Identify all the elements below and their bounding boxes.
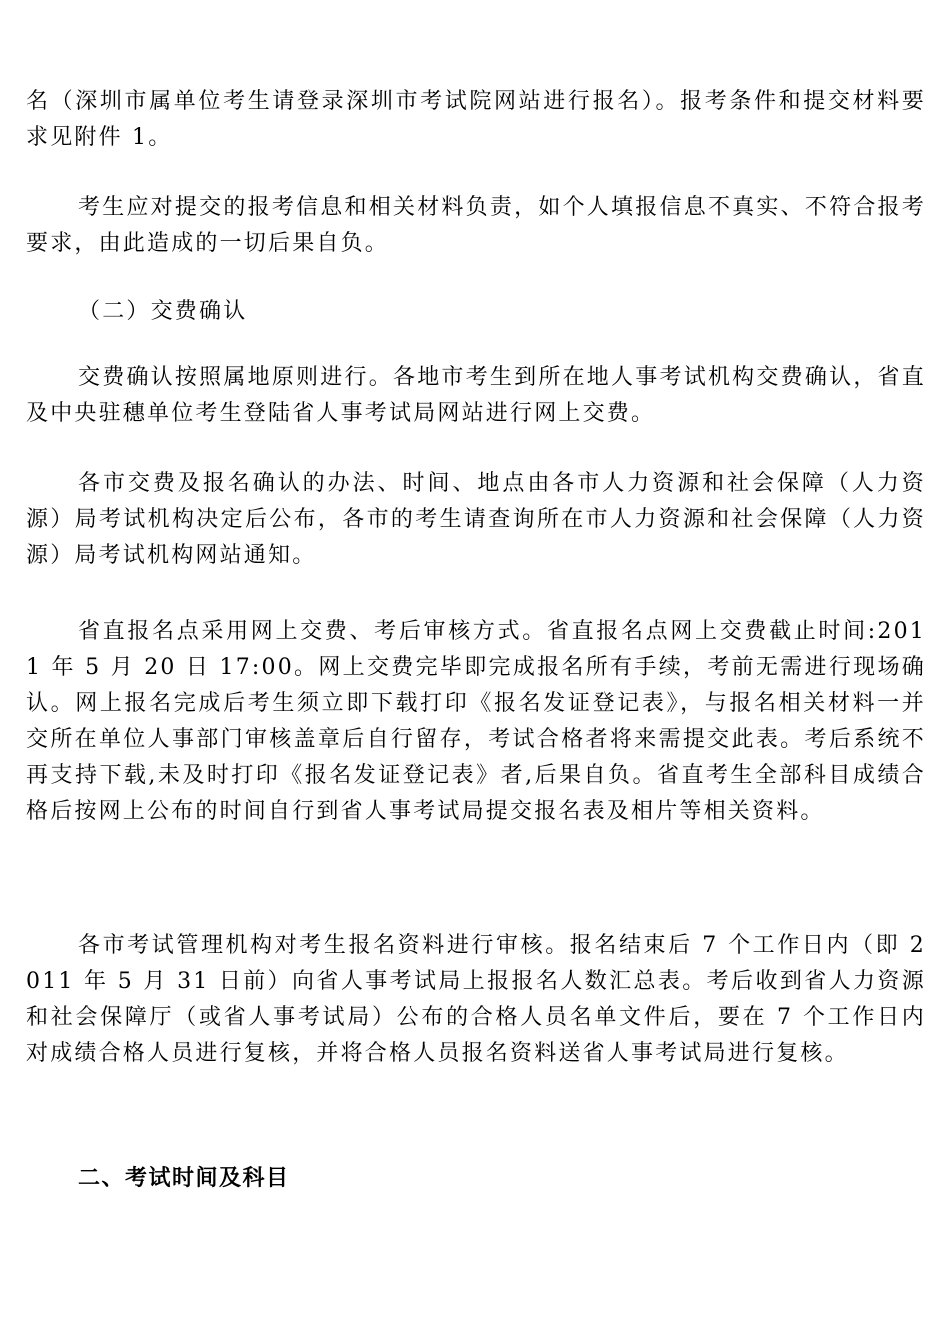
paragraph-fee-principle: 交费确认按照属地原则进行。各地市考生到所在地人事考试机构交费确认，省直及中央驻穗单位考生登陆省人事考试局网站进行网上交费。	[26, 365, 926, 426]
section-heading-exam-time-subjects: 二、考试时间及科目	[78, 1166, 290, 1191]
paragraph-registration-continued: 名（深圳市属单位考生请登录深圳市考试院网站进行报名）。报考条件和提交材料要求见附件 1。	[26, 89, 926, 150]
subheading-fee-confirmation: （二）交费确认	[78, 299, 248, 324]
paragraph-applicant-responsibility: 考生应对提交的报考信息和相关材料负责，如个人填报信息不真实、不符合报考要求，由此造成的一切后果自负。	[26, 195, 926, 256]
paragraph-city-fee-methods: 各市交费及报名确认的办法、时间、地点由各市人力资源和社会保障（人力资源）局考试机构决定后公布，各市的考生请查询所在市人力资源和社会保障（人力资源）局考试机构网站通知。	[26, 471, 926, 568]
paragraph-city-review: 各市考试管理机构对考生报名资料进行审核。报名结束后 7 个工作日内（即 2011 年 5 月 31 日前）向省人事考试局上报报名人数汇总表。考后收到省人力资源和社会保障厅（或省人事考试局）公布的合格人员名单文件后，要在 7 个工作日内对成绩合格人员进行复核，并将合格人员报名资料送省人事考试局进行复核。	[26, 933, 926, 1066]
paragraph-provincial-online-fee: 省直报名点采用网上交费、考后审核方式。省直报名点网上交费截止时间:2011 年 5 月 20 日 17:00。网上交费完毕即完成报名所有手续，考前无需进行现场确认。网上报名完成后考生须立即下载打印《报名发证登记表》，与报名相关材料一并交所在单位人事部门审核盖章后自行留存，考试合格者将来需提交此表。考后系统不再支持下载,未及时打印《报名发证登记表》者,后果自负。省直考生全部科目成绩合格后按网上公布的时间自行到省人事考试局提交报名表及相片等相关资料。	[26, 619, 926, 824]
